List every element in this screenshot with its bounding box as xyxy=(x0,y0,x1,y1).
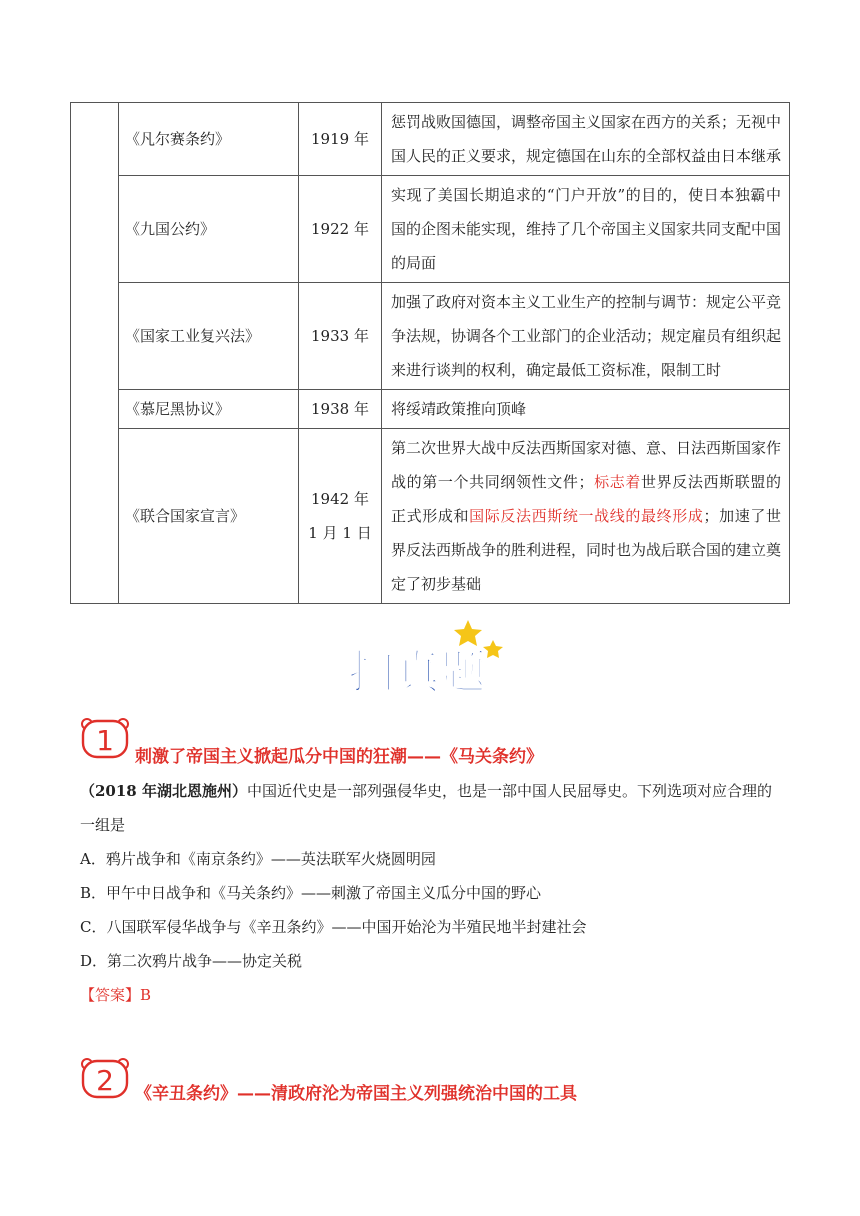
treaty-description: 加强了政府对资本主义工业生产的控制与调节：规定公平竞争法规，协调各个工业部门的企业活动；规定雇员有组织起来进行谈判的权利，确定最低工资标准，限制工时 xyxy=(382,283,790,390)
treaty-year: 1922 年 xyxy=(299,176,382,283)
option-c: C．八国联军侵华战争与《辛丑条约》——中国开始沦为半殖民地半封建社会 xyxy=(80,918,587,936)
section-title: 刺激了帝国主义掀起瓜分中国的狂潮——《马关条约》 xyxy=(135,747,543,767)
section-title: 《辛丑条约》——清政府沦为帝国主义列强统治中国的工具 xyxy=(135,1084,577,1104)
treaty-name: 《国家工业复兴法》 xyxy=(119,283,299,390)
treaty-year: 1938 年 xyxy=(299,390,382,429)
treaty-table xyxy=(70,102,790,604)
desc-part: ；加速了世界反法西斯战争的胜利进程，同时也为战后联合国的建立奠定了初步基础 xyxy=(391,507,782,593)
desc-part: 第二次世界大战中反法西斯国家对德、意、日法西斯国家作战的第一个共同纲领性文件； xyxy=(391,439,782,491)
answer-line xyxy=(80,978,786,1012)
option-b: B．甲午中日战争和《马关条约》——刺激了帝国主义瓜分中国的野心 xyxy=(80,884,542,902)
treaty-year-line2: 1 月 1 日 xyxy=(308,524,372,542)
desc-part: 世界反法西斯联盟的正式形成和 xyxy=(391,473,781,525)
badge-number: 1 xyxy=(96,724,114,757)
table-row xyxy=(71,283,790,390)
scan-real-questions-logo xyxy=(340,618,510,700)
number-badge-icon xyxy=(80,716,130,760)
table-row xyxy=(71,176,790,283)
answer-label: 【答案】 xyxy=(80,986,141,1004)
section-header-1 xyxy=(80,716,780,767)
treaty-description: 实现了美国长期追求的“门户开放”的目的，使日本独霸中国的企图未能实现，维持了几个帝国主义国家共同支配中国的局面 xyxy=(382,176,790,283)
section-header-2 xyxy=(80,1056,780,1102)
question-source: （2018 年湖北恩施州） xyxy=(80,782,247,800)
table-row xyxy=(71,429,790,604)
answer-value: B xyxy=(140,986,152,1004)
desc-highlight: 标志着 xyxy=(593,473,641,491)
treaty-year xyxy=(299,429,382,604)
badge-number: 2 xyxy=(96,1064,114,1097)
treaty-description xyxy=(382,429,790,604)
option-a: A．鸦片战争和《南京条约》——英法联军火烧圆明园 xyxy=(80,850,436,868)
logo-text: 扫真题 xyxy=(348,645,486,699)
treaty-name: 《慕尼黑协议》 xyxy=(119,390,299,429)
treaty-name: 《联合国家宣言》 xyxy=(119,429,299,604)
option-d: D．第二次鸦片战争——协定关税 xyxy=(80,952,303,970)
table-row xyxy=(71,103,790,176)
treaty-year-line1: 1942 年 xyxy=(311,490,369,508)
desc-highlight: 国际反法西斯统一战线的最终形成 xyxy=(469,507,704,525)
question-stem xyxy=(80,774,786,842)
question-text: 中国近代史是一部列强侵华史，也是一部中国人民屈辱史。下列选项对应合理的一组是 xyxy=(80,782,772,834)
table-row xyxy=(71,390,790,429)
treaty-description: 将绥靖政策推向顶峰 xyxy=(382,390,790,429)
merged-category-cell xyxy=(71,103,119,604)
number-badge-icon xyxy=(80,1056,130,1100)
treaty-year: 1933 年 xyxy=(299,283,382,390)
treaty-year: 1919 年 xyxy=(299,103,382,176)
treaty-description: 惩罚战败国德国，调整帝国主义国家在西方的关系；无视中国人民的正义要求，规定德国在山东的全部权益由日本继承 xyxy=(382,103,790,176)
treaty-name: 《九国公约》 xyxy=(119,176,299,283)
treaty-name: 《凡尔赛条约》 xyxy=(119,103,299,176)
question-1 xyxy=(80,774,786,1012)
